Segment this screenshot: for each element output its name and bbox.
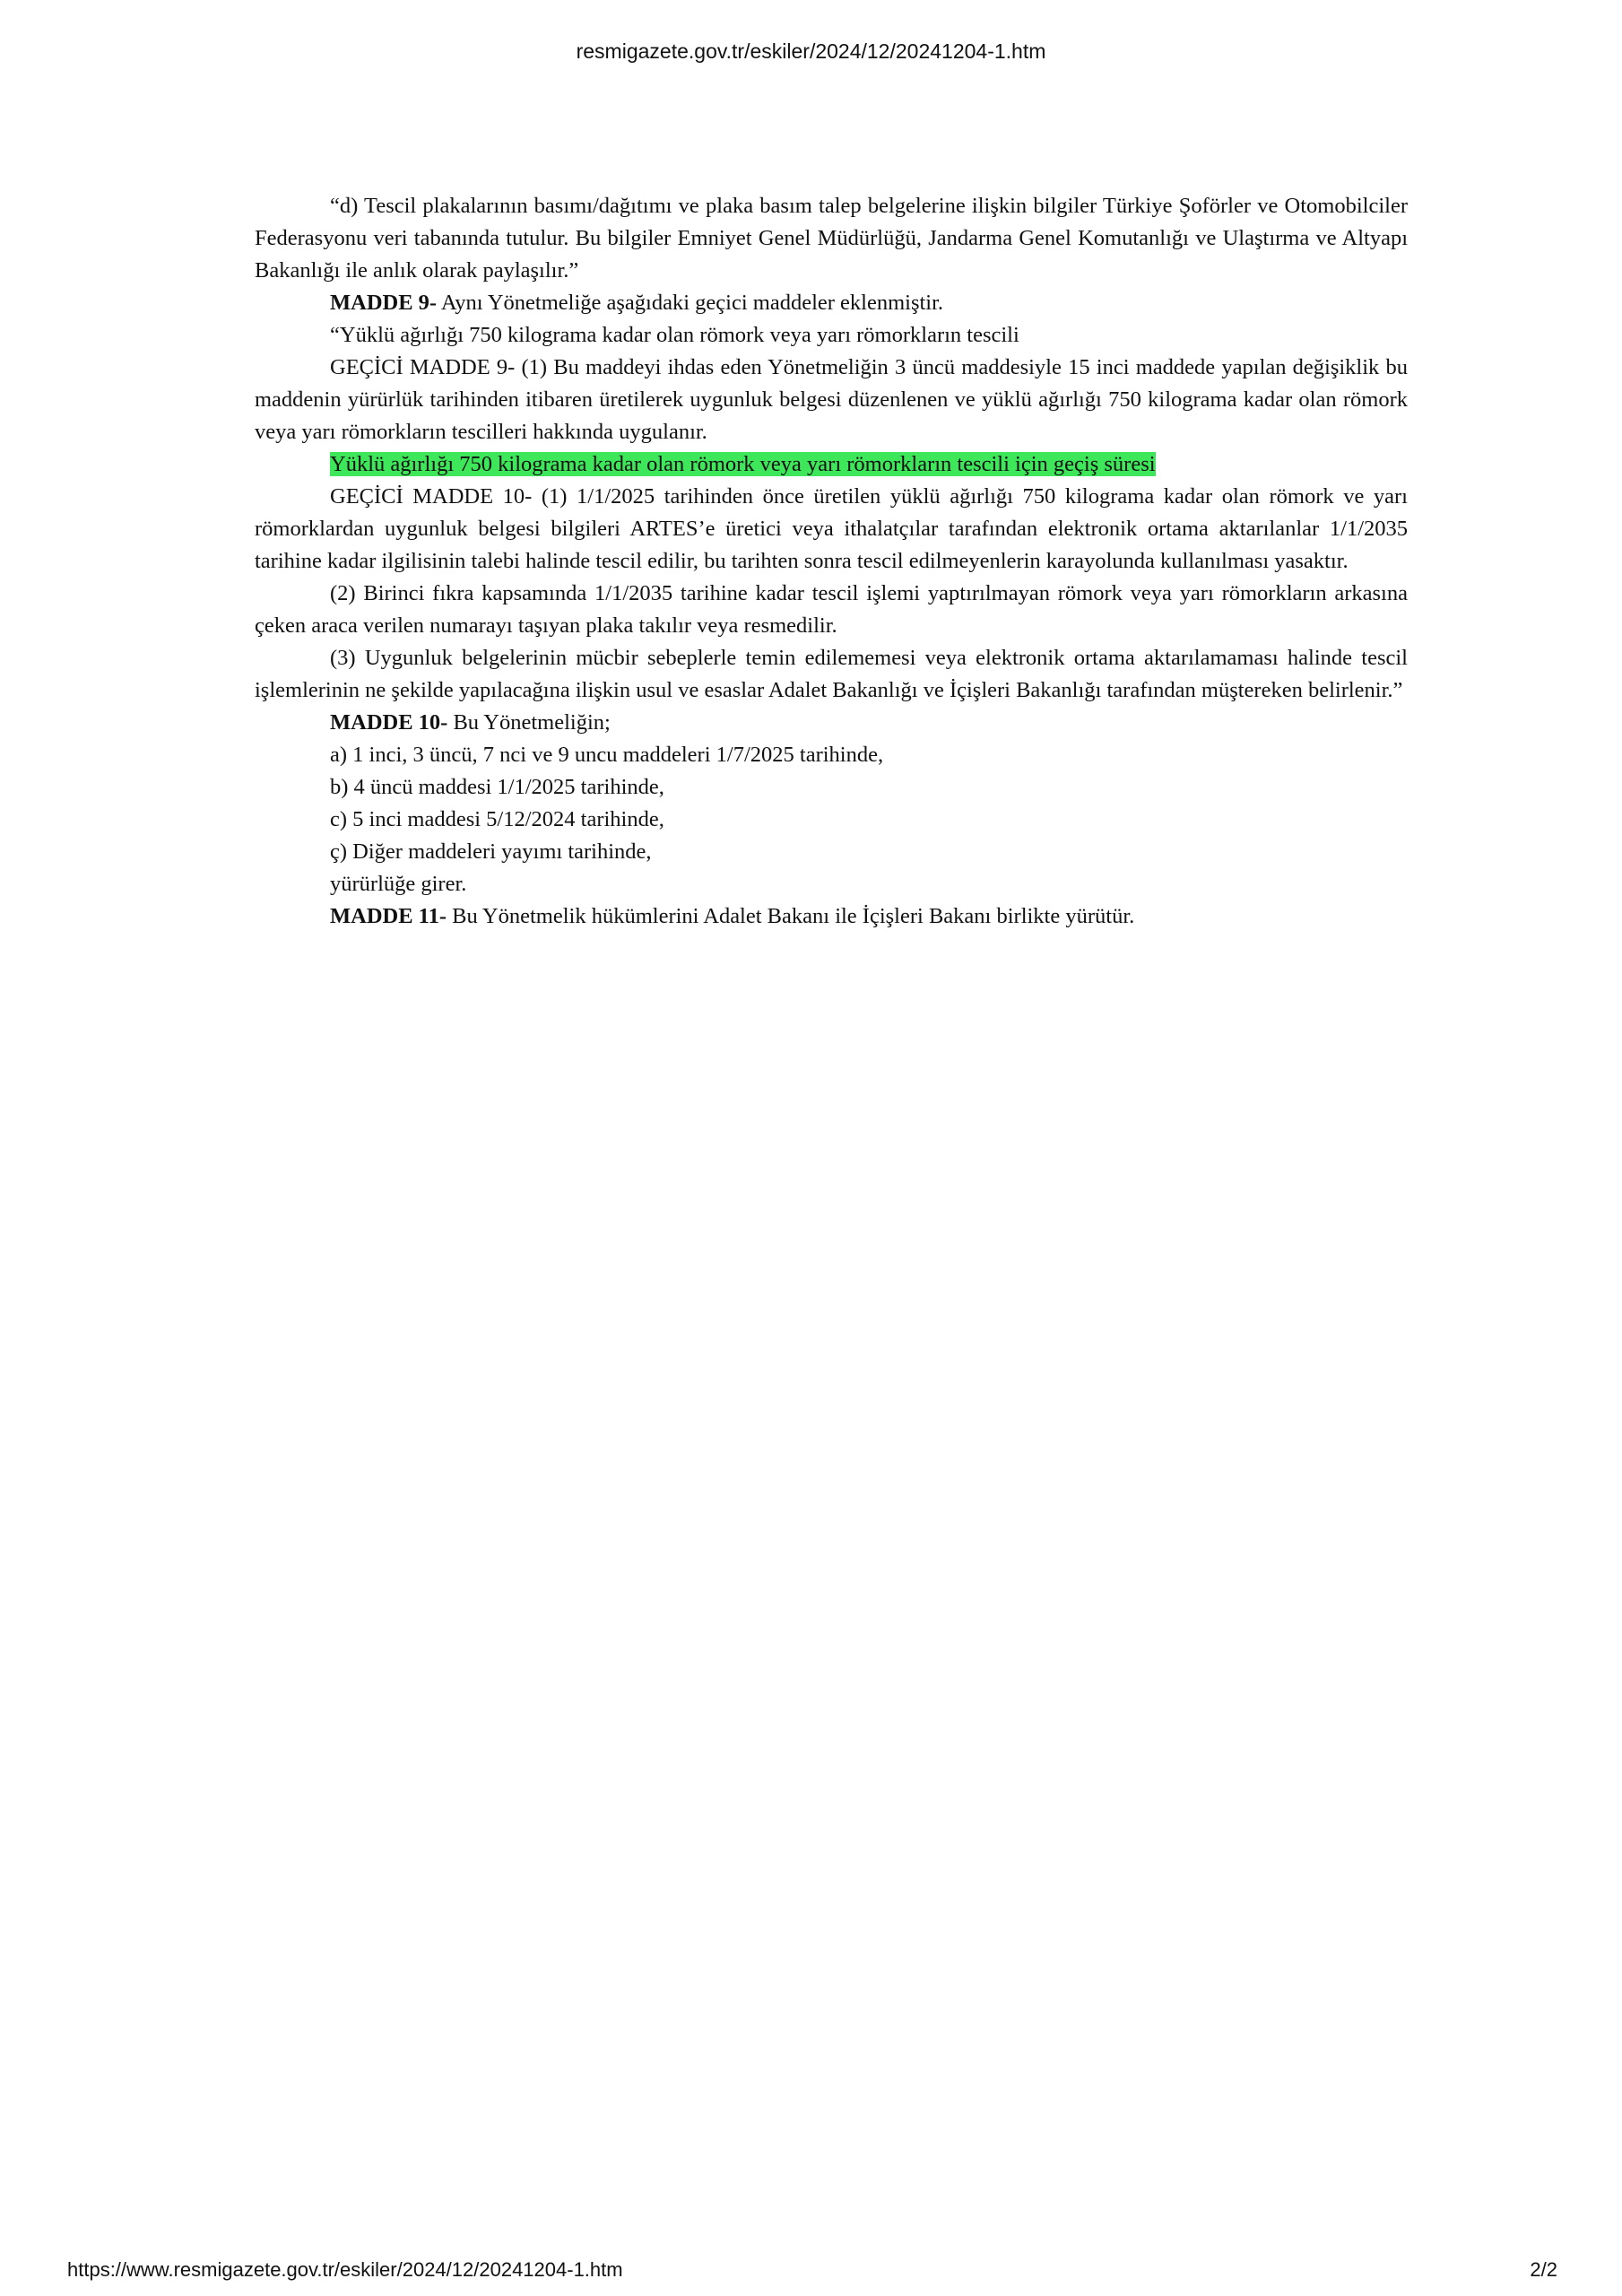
paragraph-d bbox=[255, 190, 1408, 287]
paragraph-text: yürürlüğe girer. bbox=[330, 872, 467, 896]
footer-url[interactable]: https://www.resmigazete.gov.tr/eskiler/2024/12/20241204-1.htm bbox=[67, 2258, 623, 2281]
article-10-item-c bbox=[255, 804, 1408, 836]
provisional-article-10 bbox=[255, 481, 1408, 578]
paragraph-text: (3) Uygunluk belgelerinin mücbir sebeplerle temin edilememesi veya elektronik ortama aktarılamaması halinde tescil işlemlerinin ne şekilde yapılacağına ilişkin usul ve esaslar Adalet Bakanlığı ve İçişleri Bakanlığı tarafından müştereken belirlenir.” bbox=[255, 646, 1408, 702]
paragraph-text: ç) Diğer maddeleri yayımı tarihinde, bbox=[330, 839, 652, 864]
provisional-article-9 bbox=[255, 352, 1408, 448]
article-10 bbox=[255, 707, 1408, 739]
header-url: resmigazete.gov.tr/eskiler/2024/12/20241204-1.htm bbox=[576, 39, 1046, 63]
paragraph-text: a) 1 inci, 3 üncü, 7 nci ve 9 uncu maddeleri 1/7/2025 tarihinde, bbox=[330, 743, 884, 767]
article-heading: MADDE 10- bbox=[330, 710, 448, 735]
paragraph-text: Bu Yönetmeliğin; bbox=[447, 710, 611, 735]
provisional-title-9 bbox=[255, 319, 1408, 352]
paragraph-text: “d) Tescil plakalarının basımı/dağıtımı ve plaka basım talep belgelerine ilişkin bilgiler Türkiye Şoförler ve Otomobilciler Federasyonu veri tabanında tutulur. Bu bilgiler Emniyet Genel Müdürlüğü, Jandarma Genel Komutanlığı ve Ulaştırma ve Altyapı Bakanlığı ile anlık olarak paylaşılır.” bbox=[255, 194, 1408, 283]
highlighted-text: Yüklü ağırlığı 750 kilograma kadar olan römork veya yarı römorkların tescili için geçiş süresi bbox=[330, 452, 1156, 476]
page-number: 2/2 bbox=[1530, 2258, 1557, 2281]
provisional-title-10 bbox=[255, 448, 1408, 481]
article-10-closing bbox=[255, 868, 1408, 900]
paragraph-text: b) 4 üncü maddesi 1/1/2025 tarihinde, bbox=[330, 775, 664, 799]
paragraph-text: Aynı Yönetmeliğe aşağıdaki geçici maddeler eklenmiştir. bbox=[437, 291, 944, 315]
provisional-article-10-clause-2 bbox=[255, 578, 1408, 642]
paragraph-text: GEÇİCİ MADDE 9- (1) Bu maddeyi ihdas eden Yönetmeliğin 3 üncü maddesiyle 15 inci maddede yapılan değişiklik bu maddenin yürürlük tarihinden itibaren üretilerek uygunluk belgesi düzenlenen ve yüklü ağırlığı 750 kilograma kadar olan römork veya yarı römorkların tescilleri hakkında uygulanır. bbox=[255, 355, 1408, 444]
paragraph-text: GEÇİCİ MADDE 10- (1) 1/1/2025 tarihinden önce üretilen yüklü ağırlığı 750 kilograma kadar olan römork ve yarı römorklardan uygunluk belgesi bilgileri ARTES’e üretici veya ithalatçılar tarafından elektronik ortama aktarılanlar 1/1/2035 tarihine kadar ilgilisinin talebi halinde tescil edilir, bu tarihten sonra tescil edilmeyenlerin karayolunda kullanılması yasaktır. bbox=[255, 484, 1408, 573]
paragraph-text: c) 5 inci maddesi 5/12/2024 tarihinde, bbox=[330, 807, 664, 831]
article-10-item-b bbox=[255, 771, 1408, 804]
article-heading: MADDE 11- bbox=[330, 904, 447, 928]
article-11 bbox=[255, 900, 1408, 933]
article-10-item-a bbox=[255, 739, 1408, 771]
paragraph-text: “Yüklü ağırlığı 750 kilograma kadar olan römork veya yarı römorkların tescili bbox=[330, 323, 1019, 347]
paragraph-text: Bu Yönetmelik hükümlerini Adalet Bakanı ile İçişleri Bakanı birlikte yürütür. bbox=[446, 904, 1135, 928]
article-9 bbox=[255, 287, 1408, 319]
article-heading: MADDE 9- bbox=[330, 291, 438, 315]
provisional-article-10-clause-3 bbox=[255, 642, 1408, 707]
paragraph-text: (2) Birinci fıkra kapsamında 1/1/2035 tarihine kadar tescil işlemi yaptırılmayan römork veya yarı römorkların arkasına çeken araca verilen numarayı taşıyan plaka takılır veya resmedilir. bbox=[255, 581, 1408, 638]
article-10-item-cedilla bbox=[255, 836, 1408, 868]
document-body bbox=[255, 190, 1408, 933]
